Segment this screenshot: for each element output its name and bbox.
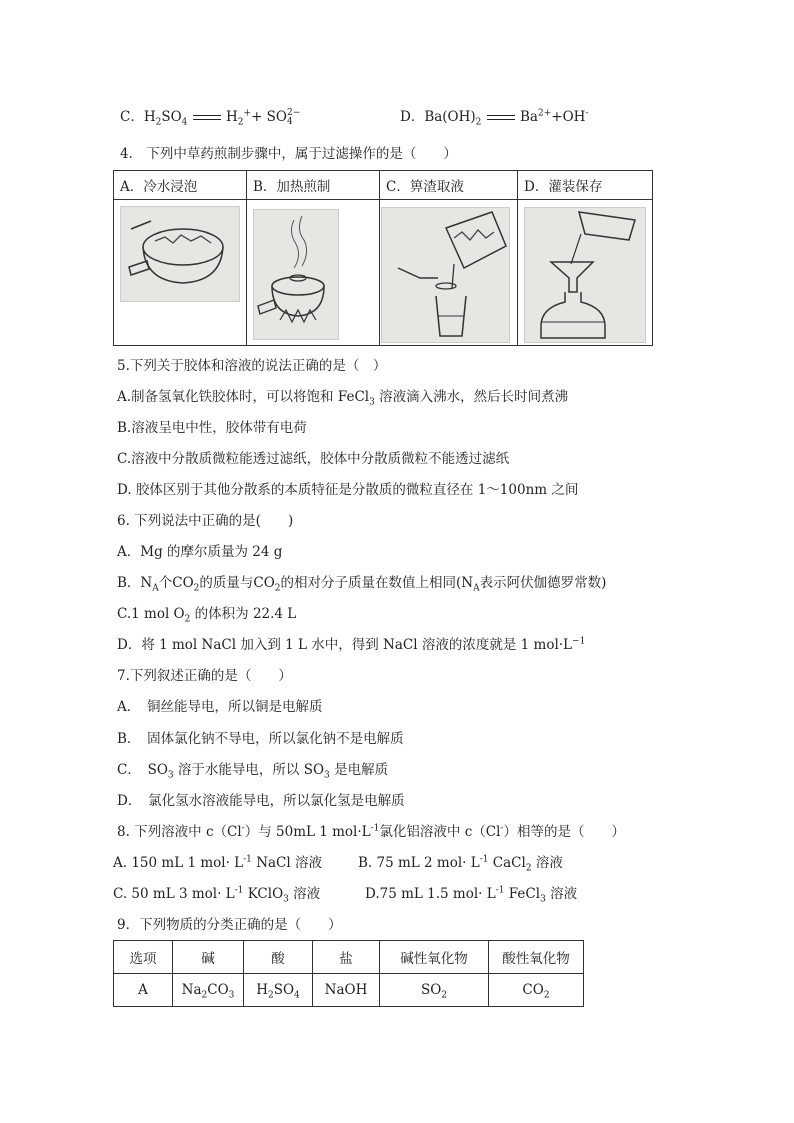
q9-question: 9．下列物质的分类正确的是（ ） [117, 917, 342, 933]
straining-illustration [381, 207, 510, 343]
table-header-cell: 碱 [173, 941, 244, 974]
table-header-cell: 酸性氧化物 [489, 941, 584, 974]
q4-question: 4． 下列中草药煎制步骤中，属于过滤操作的是（ ） [120, 146, 457, 162]
q5-question: 5.下列关于胶体和溶液的说法正确的是（ ） [117, 358, 387, 374]
q5-option-b: B.溶液呈电中性，胶体带有电荷 [117, 420, 307, 436]
q7-option-d: D． 氯化氢水溶液能导电，所以氯化氢是电解质 [117, 793, 405, 809]
q7-option-c: C． $SO_3$ 溶于水能导电，所以 $SO_3$ 是电解质 [117, 762, 389, 781]
table-row [114, 974, 584, 1007]
table-cell-acid: $H_2SO_4$ [244, 974, 313, 1007]
table-header-cell: 选项 [114, 941, 173, 974]
q6-option-c: C.1 mol $O_2$ 的体积为 22.4 L [117, 606, 297, 625]
q4-option-d: D．灌装保存 [518, 171, 653, 200]
q4-option-b: B．加热煎制 [247, 171, 380, 200]
table-header-cell: 酸 [244, 941, 313, 974]
table-cell-salt: NaOH [313, 974, 380, 1007]
q4-option-a: A．冷水浸泡 [114, 171, 247, 200]
equals-sign [487, 115, 515, 120]
table-header-cell: 盐 [313, 941, 380, 974]
q8-option-b: B. 75 mL 2 $mol\cdot L^{-1}$ CaCl$_2$ 溶液 [358, 854, 563, 874]
q3-option-c: C．$H_2SO_4$ $H_2^++$ SO 2− 4 [120, 107, 301, 128]
q8-question: 8. 下列溶液中 c（Cl-）与 50mL 1 $mol\cdot L^{-1}$氯化铝溶液中 c（Cl-）相等的是（ ） [117, 823, 625, 840]
q5-option-c: C.溶液中分散质微粒能透过滤纸，胶体中分散质微粒不能透过滤纸 [117, 451, 510, 467]
q6-option-a: A．Mg 的摩尔质量为 24 g [117, 544, 283, 560]
q6-option-d: D．将 1 mol NaCl 加入到 1 L 水中，得到 NaCl 溶液的浓度就是 1 $mol\cdot L^{-1}$ [117, 636, 586, 653]
bottling-illustration [524, 207, 646, 343]
table-cell-option: A [114, 974, 173, 1007]
table-cell-basic-oxide: $SO_2$ [380, 974, 489, 1007]
q9-classification-table [113, 940, 584, 1007]
q8-option-a: A. 150 mL 1 $mol\cdot L^{-1}$ NaCl 溶液 [113, 854, 322, 871]
table-cell-base: $Na_2CO_3$ [173, 974, 244, 1007]
q7-option-b: B． 固体氯化钠不导电，所以氯化钠不是电解质 [117, 731, 404, 747]
q8-option-d: D.75 mL 1.5 $mol\cdot L^{-1}$ FeCl$_3$ 溶液 [365, 885, 578, 905]
table-cell-acidic-oxide: $CO_2$ [489, 974, 584, 1007]
q6-question: 6. 下列说法中正确的是( ) [117, 513, 294, 529]
q3-option-d: D．$Ba(OH)_2$ $Ba^{2+}+OH^-$ [400, 108, 589, 128]
q8-option-c: C. 50 mL 3 $mol\cdot L^{-1}$ KClO$_3$ 溶液 [113, 885, 321, 905]
equals-sign [193, 115, 221, 120]
table-header-cell: 碱性氧化物 [380, 941, 489, 974]
q7-option-a: A． 铜丝能导电，所以铜是电解质 [117, 699, 323, 715]
q5-option-d: D. 胶体区别于其他分散系的本质特征是分散质的微粒直径在 1～100nm 之间 [117, 482, 579, 498]
q7-question: 7.下列叙述正确的是（ ） [117, 668, 292, 684]
table-header-row [114, 941, 584, 974]
q5-option-a: A.制备氢氧化铁胶体时，可以将饱和 FeCl$_3$ 溶液滴入沸水，然后长时间煮沸 [117, 389, 569, 408]
heating-pot-illustration [253, 209, 339, 340]
q4-option-c: C．箅渣取液 [380, 171, 518, 200]
soaking-pot-illustration [120, 206, 240, 302]
q6-option-b: B．$N_A$个$CO_2$的质量与$CO_2$的相对分子质量在数值上相同($N_A$表示阿伏伽德罗常数) [117, 575, 607, 594]
